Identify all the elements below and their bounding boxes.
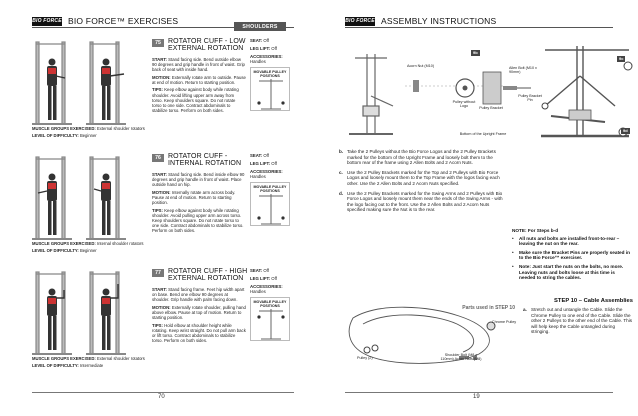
acorn-nut-label: Acorn Nut (M10)	[407, 64, 435, 68]
right-header-title: ASSEMBLY INSTRUCTIONS	[381, 16, 497, 26]
muscle-groups: MUSCLE GROUPS EXERCISED: External shoulder rotators	[32, 126, 145, 131]
difficulty-level: LEVEL OF DIFFICULTY: Intermediate	[32, 363, 104, 368]
pulley-position-diagram: MOVABLE PULLEY POSITIONS	[250, 67, 290, 111]
pulley-bracket-pin-label: Pulley Bracket Pin	[518, 94, 542, 103]
equipment-settings: SEAT: Off LEG LIFT: Off ACCESSORIES: Handles MOVABLE PULLEY POSITIONS	[250, 268, 296, 341]
step-d: d. Use the 2 Pulley Brackets marked for the Swing Arms and 2 Pulleys with Bio Force Logos and loosely mount them near the ends of the Swing Arms - with the logo facing out to the front. Use the 2 Allen Bolts and 2 Acorn Nuts specified making sure the Nut is to the rear.	[339, 190, 503, 213]
notes-title: NOTE: For Steps b-d	[512, 228, 559, 233]
right-header-rule	[345, 27, 613, 28]
step-10	[523, 298, 633, 335]
difficulty-level: LEVEL OF DIFFICULTY: Beginner	[32, 248, 97, 253]
notes-box	[512, 228, 632, 284]
assembly-figure-top	[345, 36, 633, 144]
exercise-instructions: START: Stand facing frame. Feet hip width apart on base. Bend one elbow 90 degrees at shoulder. Grip handle with palm facing down. MOTION: Externally rotate shoulder, pulling hand above elbow. Pause at top of motion. Return to starting position. TIPS: Hold elbow at shoulder height while rotating. Keep wrist straight. Do not pull arm back or lift torso. Contract abdominals to stabilize torso. Perform on both sides.	[152, 287, 246, 343]
exercise-heading	[152, 268, 252, 283]
allen-bolt-label: Allen Bolt (M10 x 90mm)	[509, 66, 537, 75]
exercise-instructions: START: Stand facing side. Bend outside elbow 90 degrees and grip handle in front of waist. Grip back of seat with inside hand. MOTION: Externally rotate arm to outside. Pause at end of motion. Return to starting position. TIPS: Keep elbow against body while rotating shoulder. Avoid lifting upper arm away from torso. Keep shoulders square. Do not rotate torso to one side. Contract abdominals to stabilize torso. Perform on both sides.	[152, 57, 246, 113]
pulley-position-diagram: MOVABLE PULLEY POSITIONS	[250, 297, 290, 341]
step-c: c. Use the 2 Pulley Brackets marked for the Top and 2 Pulleys with Bio Force Logos and loosely mount them to the Top Frame with the logos facing each other. Use the 2 Allen Bolts and 2 Acorn Nuts specified.	[339, 169, 500, 186]
exercise-photo	[32, 38, 142, 132]
exercise-number: 75	[152, 39, 164, 47]
section-tab: SHOULDERS	[234, 22, 286, 31]
left-footer-rule	[32, 392, 294, 393]
exercise-photo	[32, 153, 142, 247]
exercise-title: ROTATOR CUFF - INTERNAL ROTATION	[168, 153, 242, 168]
left-header-title: BIO FORCE™ EXERCISES	[68, 16, 179, 26]
exercise-heading	[152, 153, 252, 168]
pulley-bracket-label: Pulley Bracket	[479, 106, 503, 110]
exercise-block-76	[32, 153, 294, 265]
brand-logo: BIO FORCE	[345, 18, 375, 24]
assembly-steps	[339, 149, 507, 217]
equipment-settings: SEAT: Off LEG LIFT: Off ACCESSORIES: Handles MOVABLE PULLEY POSITIONS	[250, 153, 296, 226]
muscle-groups: MUSCLE GROUPS EXERCISED: Internal shoulder rotators	[32, 241, 144, 246]
callout-9b: 9b	[473, 50, 478, 55]
right-footer-rule	[345, 392, 613, 393]
exercise-number: 77	[152, 269, 164, 277]
shoulder-bolt-label: Shoulder Bolt (M8 x 110mm) Acorn Nuts (M8)	[440, 353, 482, 362]
difficulty-level: LEVEL OF DIFFICULTY: Beginner	[32, 133, 97, 138]
callout-9d: 9d	[623, 128, 628, 133]
pulley-position-diagram: MOVABLE PULLEY POSITIONS	[250, 182, 290, 226]
parts-figure	[339, 298, 519, 370]
step-b: b. Take the 2 Pulleys without the Bio Force Logos and the 2 Pulley Brackets marked for the bottom of the Upright Frame and loosely bolt them to the bottom rear of the frame using 2 Allen Bolts and 2 Acorn Nuts.	[339, 149, 496, 166]
exercise-title: ROTATOR CUFF - LOW EXTERNAL ROTATION	[168, 38, 246, 53]
muscle-groups: MUSCLE GROUPS EXERCISED: External shoulder rotators	[32, 356, 145, 361]
step-10-title: STEP 10 – Cable Assemblies	[554, 298, 633, 304]
pulley-without-logo-label: Pulley without Logo	[452, 100, 476, 109]
exercise-number: 76	[152, 154, 164, 162]
exercise-instructions: START: Stand facing side. Bend inside elbow 90 degrees and grip handle in front of waist. Place outside hand on hip. MOTION: Internally rotate arm across body. Pause at end of motion. Return to starting position. TIPS: Keep elbow against body while rotating shoulder. Avoid pulling upper arm across torso. Keep shoulders square. Do not rotate torso to one side. Contract abdominals to stabilize torso. Perform on both sides.	[152, 172, 245, 233]
note-item: • All nuts and bolts are installed front-to-rear – leaving the nut on the rear.	[512, 235, 620, 247]
exercise-photo	[32, 268, 142, 362]
note-item: • Note: Just start the nuts on the bolts, no more. Leaving nuts and bolts loose at this time is needed to string the cables.	[512, 263, 624, 281]
exercise-heading	[152, 38, 252, 53]
machine-illustration	[345, 36, 633, 144]
bottom-frame-label: Bottom of the Upright Frame	[459, 132, 507, 136]
exercise-block-77	[32, 268, 294, 380]
callout-9c: 9c	[619, 56, 624, 61]
pulley-count-label: Pulley (2)	[357, 356, 373, 360]
right-page	[319, 0, 638, 416]
step-10-a: a. Stretch out and untangle the Cable. Slide the Chrome Pulley to one end of the Cable. Slide the other 2 Pulleys to the other end of the Cable. This will help keep the Cable untangled during stringing.	[523, 307, 633, 335]
page-number: 19	[473, 394, 480, 400]
chrome-pulley-label: Chrome Pulley	[491, 320, 517, 324]
right-header	[345, 14, 496, 28]
exercise-title: ROTATOR CUFF - HIGH EXTERNAL ROTATION	[168, 268, 248, 283]
brand-logo: BIO FORCE	[32, 18, 62, 24]
equipment-settings: SEAT: Off LEG LIFT: Off ACCESSORIES: Handles MOVABLE PULLEY POSITIONS	[250, 38, 296, 111]
left-header	[32, 14, 178, 28]
exercise-block-75	[32, 38, 294, 150]
note-item: • Make sure the Bracket Pins are properly seated in to the Bio Force™ exerciser.	[512, 249, 630, 261]
parts-used-title: Parts used in STEP 10	[462, 305, 515, 311]
page-number: 70	[158, 394, 165, 400]
